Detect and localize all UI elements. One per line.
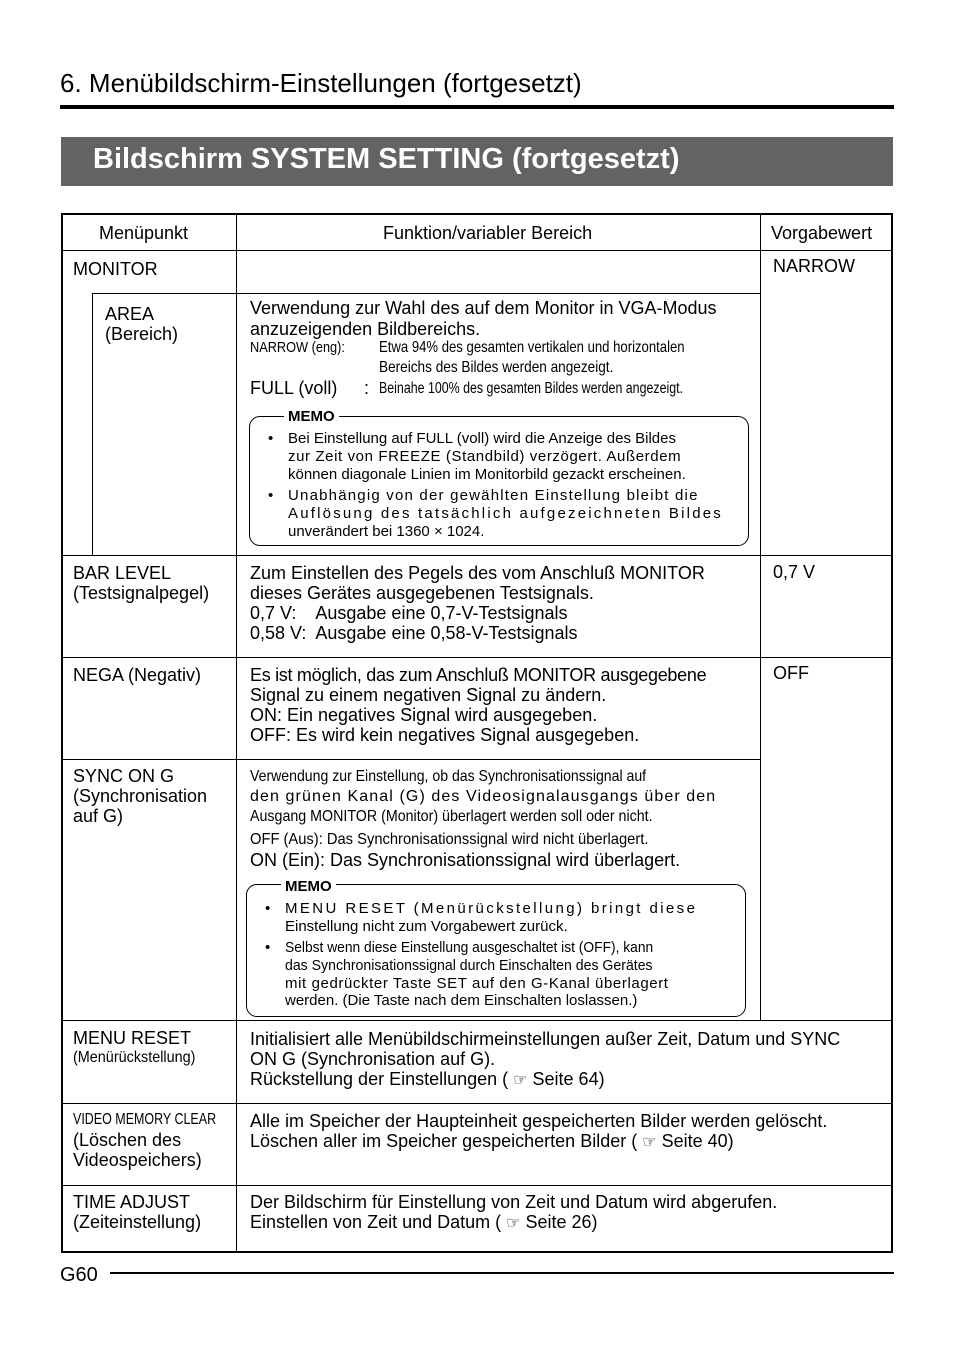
menu-item-nega: NEGA (Negativ): [73, 665, 202, 685]
memo-text: Bei Einstellung auf FULL (voll) wird die Anzeige des Bildes: [288, 430, 676, 447]
menu-item-area: AREA: [105, 304, 155, 324]
column-header-default: Vorgabewert: [771, 223, 873, 243]
default-nega: OFF: [773, 663, 809, 683]
column-header-function: Funktion/variabler Bereich: [383, 223, 593, 243]
default-monitor: NARROW: [773, 256, 855, 276]
column-header-menu: Menüpunkt: [99, 223, 189, 243]
menu-item-time-adjust: TIME ADJUST: [73, 1192, 191, 1212]
menu-reset-desc: Initialisiert alle Menübildschirmeinstellungen außer Zeit, Datum und SYNC: [250, 1029, 841, 1049]
menu-item-video-memory-clear-de: (Löschen des: [73, 1130, 182, 1150]
page-reference[interactable]: Seite 40): [661, 1131, 734, 1151]
area-desc-line: anzuzeigenden Bildbereichs.: [250, 319, 481, 339]
memo-label: MEMO: [284, 408, 339, 426]
section-title: 6. Menübildschirm-Einstellungen (fortgesetzt): [60, 68, 582, 98]
memo-text: können diagonale Linien im Monitorbild gezackt erscheinen.: [288, 466, 686, 483]
bar-level-desc: 0,7 V: Ausgabe eine 0,7-V-Testsignals: [250, 603, 568, 623]
menu-reset-ref-text: Rückstellung der Einstellungen (: [250, 1069, 509, 1089]
page-reference[interactable]: Seite 26): [525, 1212, 598, 1232]
nega-desc: OFF: Es wird kein negatives Signal ausgegeben.: [250, 725, 640, 745]
bar-level-desc: Zum Einstellen des Pegels des vom Anschluß MONITOR: [250, 563, 705, 583]
menu-item-area-de: (Bereich): [105, 324, 179, 344]
memo-text: Auflösung des tatsächlich aufgezeichneten Bildes: [288, 505, 723, 522]
pointing-hand-icon: ☞: [642, 1134, 657, 1151]
bullet: •: [265, 939, 271, 956]
page-heading: Bildschirm SYSTEM SETTING (fortgesetzt): [93, 143, 680, 175]
nega-desc: ON: Ein negatives Signal wird ausgegeben.: [250, 705, 598, 725]
time-adjust-ref-text: Einstellen von Zeit und Datum (: [250, 1212, 502, 1232]
default-bar-level: 0,7 V: [773, 562, 816, 582]
menu-item-bar-level-de: (Testsignalpegel): [73, 583, 210, 603]
area-narrow-text: Etwa 94% des gesamten vertikalen und horizontalen: [379, 339, 685, 356]
footer-rule: [110, 1272, 894, 1274]
menu-item-bar-level: BAR LEVEL: [73, 563, 172, 583]
memo-label: MEMO: [281, 878, 336, 896]
memo-text: Einstellung nicht zum Vorgabewert zurück.: [285, 918, 568, 935]
menu-item-sync-de: auf G): [73, 806, 124, 826]
menu-item-menu-reset: MENU RESET: [73, 1028, 192, 1048]
memo-text: Selbst wenn diese Einstellung ausgeschaltet ist (OFF), kann: [285, 939, 654, 956]
video-memory-clear-desc: Alle im Speicher der Haupteinheit gespeicherten Bilder werden gelöscht.: [250, 1111, 828, 1131]
menu-item-sync-on-g: SYNC ON G: [73, 766, 175, 786]
memo-text: werden. (Die Taste nach dem Einschalten loslassen.): [285, 992, 638, 1009]
area-narrow-text: Bereichs des Bildes werden angezeigt.: [379, 359, 614, 376]
bar-level-desc: dieses Gerätes ausgegebenen Testsignals.: [250, 583, 594, 603]
menu-reset-desc: [250, 1069, 605, 1091]
video-memory-clear-desc: [250, 1131, 734, 1153]
menu-item-time-adjust-de: (Zeiteinstellung): [73, 1212, 202, 1232]
pointing-hand-icon: ☞: [506, 1215, 521, 1232]
video-memory-ref-text: Löschen aller im Speicher gespeicherten Bilder (: [250, 1131, 638, 1151]
nega-desc: Es ist möglich, das zum Anschluß MONITOR ausgegebene: [250, 665, 707, 685]
menu-item-sync-de: (Synchronisation: [73, 786, 208, 806]
memo-text: das Synchronisationssignal durch Einschalten des Gerätes: [285, 957, 653, 974]
menu-reset-desc: ON G (Synchronisation auf G).: [250, 1049, 496, 1069]
memo-text: MENU RESET (Menürückstellung) bringt diese: [285, 900, 698, 917]
time-adjust-desc: [250, 1212, 598, 1234]
area-narrow-label: NARROW (eng):: [250, 339, 345, 356]
sync-desc: den grünen Kanal (G) des Videosignalausgangs über den: [250, 788, 717, 805]
memo-text: unverändert bei 1360 × 1024.: [288, 523, 485, 540]
sync-desc: Ausgang MONITOR (Monitor) überlagert werden soll oder nicht.: [250, 808, 653, 825]
menu-item-video-memory-clear: VIDEO MEMORY CLEAR: [73, 1111, 217, 1128]
sync-desc: ON (Ein): Das Synchronisationssignal wird überlagert.: [250, 850, 681, 870]
nega-desc: Signal zu einem negativen Signal zu ändern.: [250, 685, 607, 705]
sync-desc: Verwendung zur Einstellung, ob das Synchronisationssignal auf: [250, 768, 647, 785]
memo-text: mit gedrückter Taste SET auf den G-Kanal überlagert: [285, 975, 669, 992]
memo-text: zur Zeit von FREEZE (Standbild) verzögert. Außerdem: [288, 448, 682, 465]
menu-item-monitor: MONITOR: [73, 259, 158, 279]
sync-desc: OFF (Aus): Das Synchronisationssignal wird nicht überlagert.: [250, 831, 649, 848]
menu-item-video-memory-clear-de: Videospeichers): [73, 1150, 202, 1170]
time-adjust-desc: Der Bildschirm für Einstellung von Zeit und Datum wird abgerufen.: [250, 1192, 778, 1212]
memo-text: Unabhängig von der gewählten Einstellung bleibt die: [288, 487, 699, 504]
bullet: •: [268, 430, 274, 447]
header-rule: [60, 105, 894, 109]
pointing-hand-icon: ☞: [513, 1072, 528, 1089]
menu-item-menu-reset-de: (Menürückstellung): [73, 1049, 196, 1066]
page-number: G60: [60, 1264, 98, 1286]
page-reference[interactable]: Seite 64): [532, 1069, 605, 1089]
area-desc-line: Verwendung zur Wahl des auf dem Monitor in VGA-Modus: [250, 298, 717, 318]
bullet: •: [268, 487, 274, 504]
bullet: •: [265, 900, 271, 917]
area-full-colon: :: [364, 378, 370, 398]
area-full-text: Beinahe 100% des gesamten Bildes werden angezeigt.: [379, 380, 684, 397]
area-full-label: FULL (voll): [250, 378, 338, 398]
bar-level-desc: 0,58 V: Ausgabe eine 0,58-V-Testsignals: [250, 623, 578, 643]
